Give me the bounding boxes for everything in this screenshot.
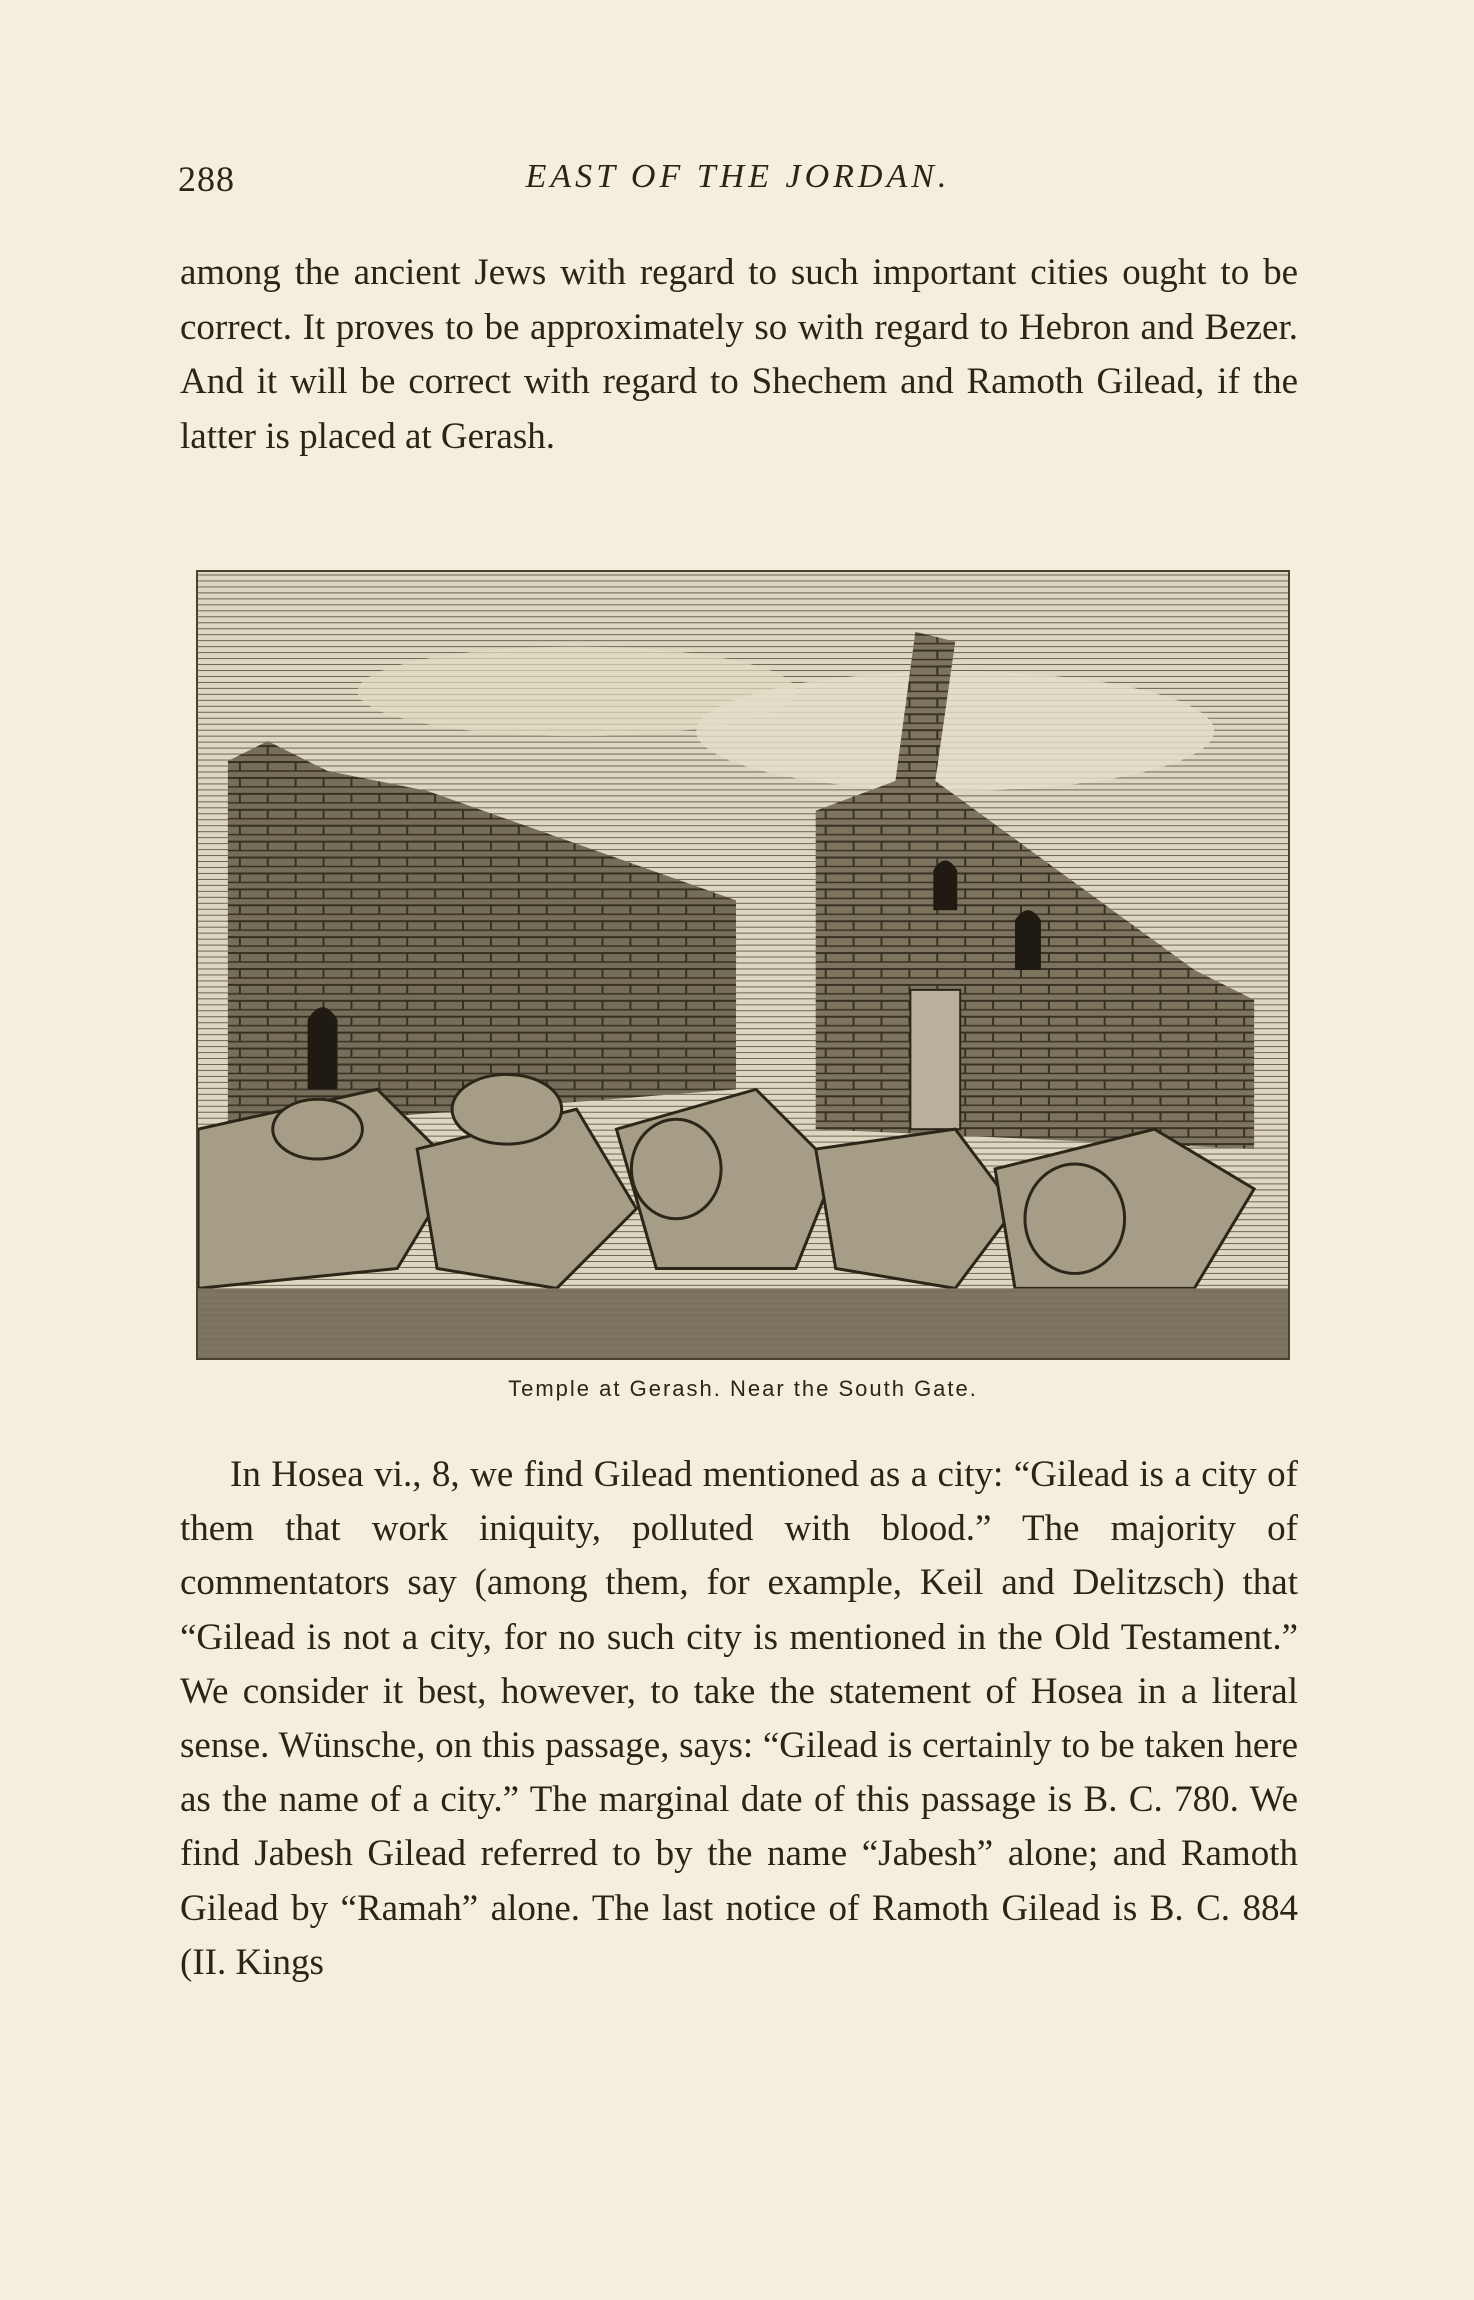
running-head: EAST OF THE JORDAN. [525, 158, 951, 195]
page-number: 288 [178, 159, 235, 199]
engraving-illustration [196, 570, 1290, 1360]
figure-caption: Temple at Gerash. Near the South Gate. [508, 1376, 978, 1401]
paragraph-top: among the ancient Jews with regard to such important cities ought to be correct. It proves to be approximately so with regard to Hebron and Bezer. And it will be correct with regard to Shechem and Ramoth Gilead, if the latter is placed at Gerash. [180, 252, 1298, 457]
paragraph-bottom: In Hosea vi., 8, we find Gilead mentioned as a city: “Gilead is a city of them that work iniquity, polluted with blood.” The majority of commentators say (among them, for example, Keil and Delitzsch) that “Gilead is not a city, for no such city is mentioned in the Old Testament.” We consider it best, however, to take the statement of Hosea in a literal sense. Wünsche, on this passage, says: “Gilead is certainly to be taken here as the name of a city.” The marginal date of this passage is B. C. 780. We find Jabesh Gilead referred to by the name “Jabesh” alone; and Ramoth Gilead by “Ramah” alone. The last notice of Ramoth Gilead is B. C. 884 (II. Kings [180, 1454, 1298, 1983]
temple-ruins-engraving [198, 572, 1288, 1358]
page-header [178, 158, 1298, 208]
